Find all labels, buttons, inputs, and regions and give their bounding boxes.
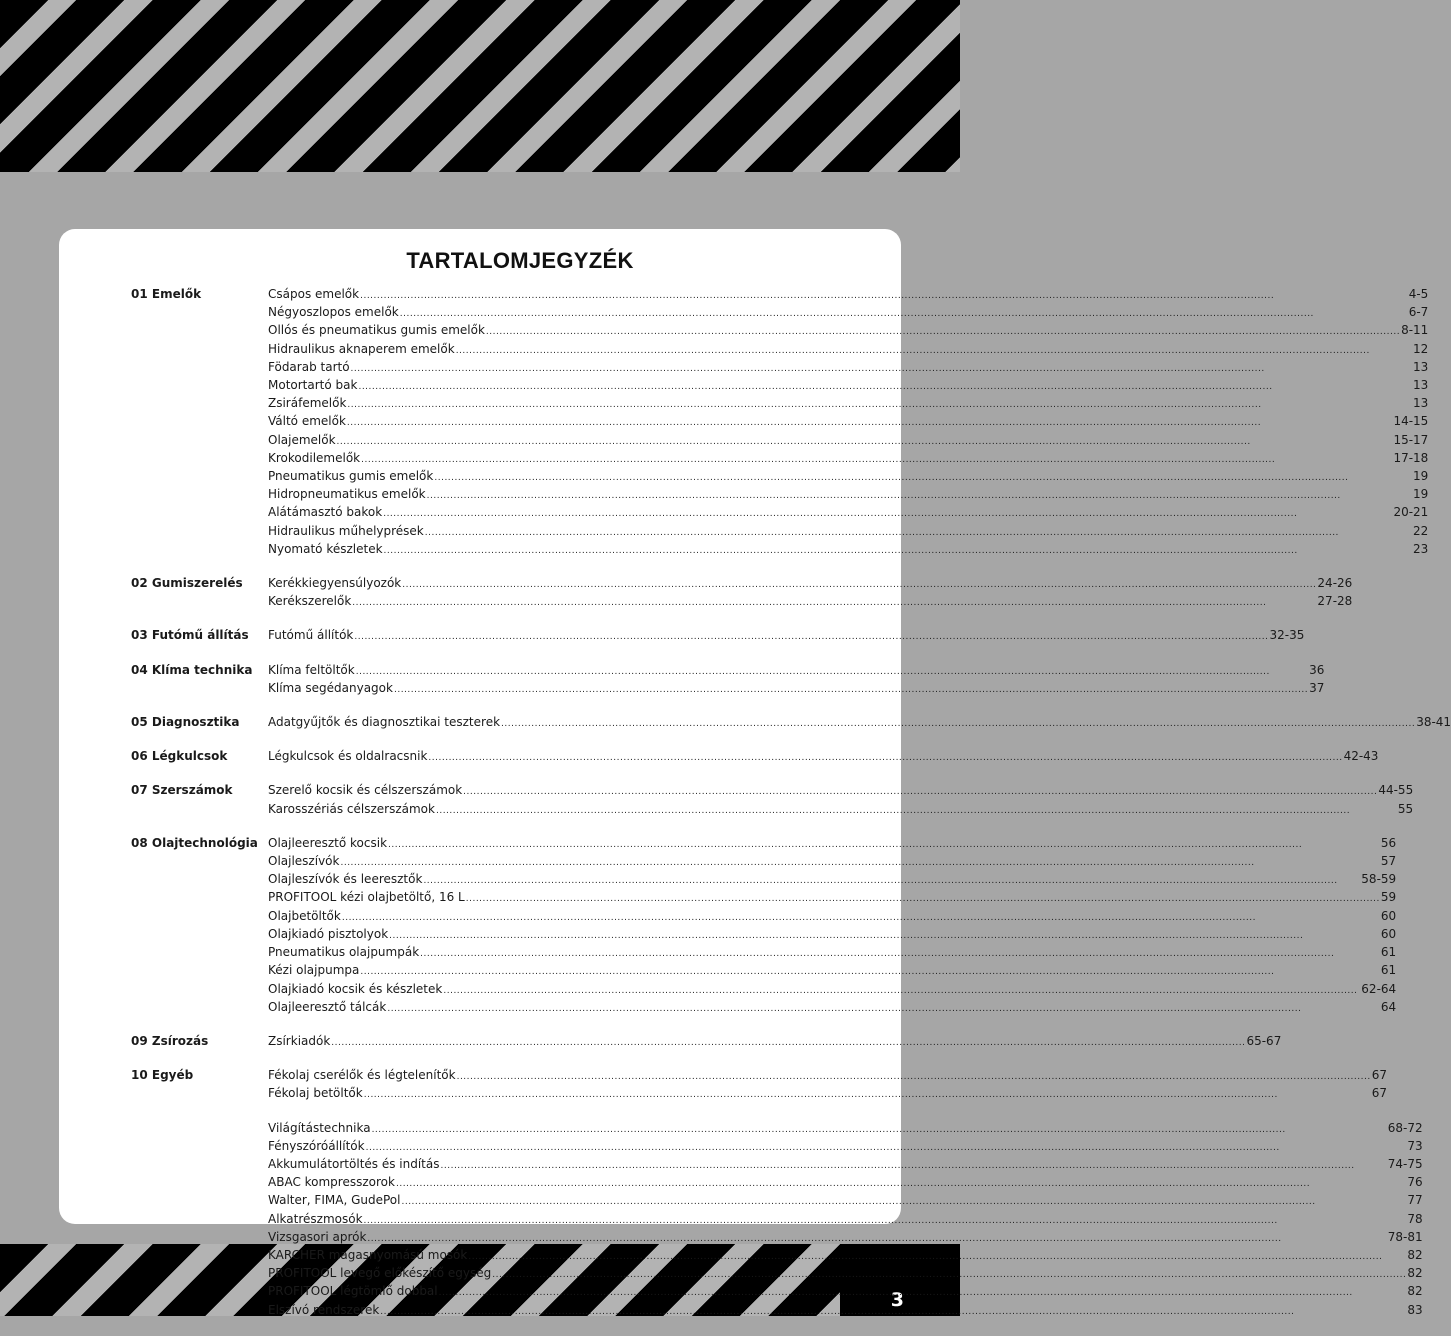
entry-page: 82 xyxy=(1407,1266,1423,1281)
toc-entry[interactable] xyxy=(268,432,1428,450)
entry-page: 65-67 xyxy=(1246,1033,1282,1048)
entry-label: Krokodilemelők xyxy=(268,450,361,465)
toc-entry[interactable] xyxy=(268,926,1396,944)
entry-label: Kerékkiegyensúlyozók xyxy=(268,576,402,591)
dot-leader xyxy=(436,803,1397,819)
toc-entry[interactable] xyxy=(268,999,1396,1017)
entry-label: Légkulcsok és oldalracsnik xyxy=(268,749,428,764)
entry-page: 13 xyxy=(1413,378,1429,393)
dot-leader xyxy=(361,452,1392,468)
entry-label: Olajbetöltők xyxy=(268,908,341,923)
entry-page: 55 xyxy=(1397,801,1414,816)
entry-page: 82 xyxy=(1407,1284,1423,1299)
entry-page: 57 xyxy=(1380,854,1397,869)
section-name: 02 Gumiszerelés xyxy=(131,576,243,591)
dot-leader xyxy=(383,506,1392,522)
dot-leader xyxy=(463,784,1377,800)
entry-page: 73 xyxy=(1407,1138,1423,1153)
entry-label: Pneumatikus gumis emelők xyxy=(268,469,434,484)
entry-label: Nyomató készletek xyxy=(268,541,383,556)
section-name: 01 Emelők xyxy=(131,287,202,301)
dot-leader xyxy=(468,1249,1406,1265)
dot-leader xyxy=(380,1304,1406,1320)
entry-label: Olajleszívók és leeresztők xyxy=(268,872,423,887)
toc-entry[interactable] xyxy=(268,962,1396,980)
entry-label: Négyoszlopos emelők xyxy=(268,305,399,320)
entry-page: 76 xyxy=(1407,1175,1423,1190)
toc-entry[interactable] xyxy=(268,1211,1423,1229)
entry-label: ABAC kompresszorok xyxy=(268,1175,395,1190)
entry-page: 74-75 xyxy=(1387,1156,1423,1171)
entry-label: Klíma feltöltők xyxy=(268,662,355,677)
entry-label: Olajemelők xyxy=(268,432,336,447)
toc-section xyxy=(131,782,1414,818)
dot-leader xyxy=(340,855,1379,871)
dot-leader xyxy=(427,488,1412,504)
toc-entry[interactable] xyxy=(268,908,1396,926)
entry-page: 60 xyxy=(1380,926,1397,941)
dot-leader xyxy=(394,682,1308,698)
dot-leader xyxy=(443,983,1360,999)
dot-leader xyxy=(456,343,1412,359)
toc-entry[interactable] xyxy=(268,680,1324,698)
dot-leader xyxy=(347,397,1412,413)
dot-leader xyxy=(354,629,1268,645)
entry-label: Födarab tartó xyxy=(268,359,350,374)
toc-entry[interactable] xyxy=(268,468,1428,486)
entry-label: Olajkiadó kocsik és készletek xyxy=(268,981,443,996)
entry-page: 23 xyxy=(1413,541,1429,556)
toc-entry[interactable] xyxy=(268,1265,1423,1283)
dot-leader xyxy=(501,716,1415,732)
entry-page: 8-11 xyxy=(1401,323,1429,338)
page-number: 3 xyxy=(840,1244,960,1316)
dot-leader xyxy=(364,1087,1371,1103)
toc-entry[interactable] xyxy=(268,1283,1423,1301)
dot-leader xyxy=(388,837,1380,853)
toc-section xyxy=(131,714,1451,732)
entry-label: Szerelő kocsik és célszerszámok xyxy=(268,783,463,798)
toc-entry[interactable] xyxy=(268,662,1324,680)
section-name: 05 Diagnosztika xyxy=(131,715,240,730)
entry-page: 59 xyxy=(1380,890,1397,905)
dot-leader xyxy=(400,306,1408,322)
toc-entry[interactable] xyxy=(268,835,1396,853)
entry-page: 82 xyxy=(1407,1247,1423,1262)
toc-entry[interactable] xyxy=(268,286,1428,304)
entry-page: 62-64 xyxy=(1361,981,1397,996)
toc-entry[interactable] xyxy=(268,341,1428,359)
dot-leader xyxy=(420,946,1380,962)
toc-card xyxy=(59,229,1451,1317)
dot-leader xyxy=(337,434,1393,450)
dot-leader xyxy=(352,595,1316,611)
section-name: 04 Klíma technika xyxy=(131,662,253,677)
dot-leader xyxy=(425,525,1412,541)
entry-label: Alkatrészmosók xyxy=(268,1211,363,1226)
entry-page: 61 xyxy=(1380,963,1397,978)
dot-leader xyxy=(351,361,1412,377)
page-title: TARTALOMJEGYZÉK xyxy=(406,248,634,273)
dot-leader xyxy=(466,891,1380,907)
entry-label: Kézi olajpumpa xyxy=(268,963,360,978)
entry-page: 32-35 xyxy=(1269,628,1305,643)
entry-label: Futómű állítók xyxy=(268,628,354,643)
entry-label: Adatgyűjtők és diagnosztikai teszterek xyxy=(268,715,501,730)
dot-leader xyxy=(401,1194,1406,1210)
entry-page: 64 xyxy=(1380,999,1397,1014)
entry-page: 24-26 xyxy=(1317,576,1353,591)
entry-label: Klíma segédanyagok xyxy=(268,680,393,695)
toc-section xyxy=(131,748,1379,766)
entry-list xyxy=(268,1120,1423,1320)
toc-entry[interactable] xyxy=(268,1247,1423,1265)
entry-page: 19 xyxy=(1413,469,1429,484)
entry-page: 83 xyxy=(1407,1302,1423,1317)
toc-entry[interactable] xyxy=(268,981,1396,999)
dot-leader xyxy=(441,1158,1387,1174)
entry-page: 38-41 xyxy=(1416,715,1451,730)
entry-page: 44-55 xyxy=(1378,783,1414,798)
entry-page: 78 xyxy=(1407,1211,1423,1226)
toc-entry[interactable] xyxy=(268,748,1378,766)
entry-page: 77 xyxy=(1407,1193,1423,1208)
entry-label: PROFITOOL kézi olajbetöltő, 16 L xyxy=(268,890,465,905)
toc-entry[interactable] xyxy=(268,801,1413,819)
entry-label: Olajleeresztő kocsik xyxy=(268,835,388,850)
entry-label: Fékolaj betöltők xyxy=(268,1086,363,1101)
entry-page: 36 xyxy=(1309,662,1325,677)
entry-list xyxy=(268,1033,1281,1051)
toc-entry[interactable] xyxy=(268,1085,1387,1103)
entry-label: Ollós és pneumatikus gumis emelők xyxy=(268,323,485,338)
toc-entry[interactable] xyxy=(268,1174,1423,1192)
entry-label: Fékolaj cserélők és légtelenítők xyxy=(268,1068,456,1083)
section-name: 09 Zsírozás xyxy=(131,1033,209,1048)
entry-page: 4-5 xyxy=(1408,287,1429,301)
entry-page: 20-21 xyxy=(1393,505,1429,520)
toc-entry[interactable] xyxy=(268,871,1396,889)
entry-list xyxy=(268,662,1324,698)
toc-entry[interactable] xyxy=(268,1192,1423,1210)
dot-leader xyxy=(396,1176,1406,1192)
entry-page: 15-17 xyxy=(1393,432,1429,447)
entry-page: 58-59 xyxy=(1361,872,1397,887)
entry-label: Csápos emelők xyxy=(268,287,360,301)
toc-section xyxy=(131,835,1397,1017)
entry-label: Elszívó rendszerek xyxy=(268,1302,380,1317)
entry-label: Olajleszívók xyxy=(268,854,340,869)
entry-page: 13 xyxy=(1413,396,1429,411)
entry-label: Hidraulikus aknaperem emelők xyxy=(268,341,455,356)
dot-leader xyxy=(364,1213,1407,1229)
top-stripe-band xyxy=(0,0,960,172)
entry-label: Akkumulátortöltés és indítás xyxy=(268,1156,440,1171)
entry-list xyxy=(268,575,1352,611)
toc-section xyxy=(131,1120,1423,1320)
entry-label: Walter, FIMA, GudePol xyxy=(268,1193,401,1208)
toc-section xyxy=(131,575,1353,611)
toc-entry[interactable] xyxy=(268,1033,1281,1051)
dot-leader xyxy=(389,928,1380,944)
toc-entry[interactable] xyxy=(268,359,1428,377)
toc-entry[interactable] xyxy=(268,450,1428,468)
section-name: 07 Szerszámok xyxy=(131,783,233,798)
entry-label: Alátámasztó bakok xyxy=(268,505,383,520)
entry-label: PROFITOOL levegő előkészítő egység xyxy=(268,1266,492,1281)
entry-page: 27-28 xyxy=(1317,594,1353,609)
toc-entry[interactable] xyxy=(268,593,1352,611)
entry-page: 61 xyxy=(1380,945,1397,960)
dot-leader xyxy=(434,470,1412,486)
dot-leader xyxy=(360,964,1380,980)
dot-leader xyxy=(356,664,1308,680)
entry-page: 19 xyxy=(1413,487,1429,502)
toc-section xyxy=(131,627,1305,645)
section-name xyxy=(131,1120,268,1320)
dot-leader xyxy=(384,543,1412,559)
toc-entry[interactable] xyxy=(268,395,1428,413)
entry-list xyxy=(268,714,1451,732)
entry-page: 67 xyxy=(1371,1086,1388,1101)
section-name: 06 Légkulcsok xyxy=(131,749,228,764)
entry-list xyxy=(268,286,1428,559)
toc-entry[interactable] xyxy=(268,1120,1423,1138)
entry-page: 13 xyxy=(1413,359,1429,374)
entry-list xyxy=(268,835,1396,1017)
dot-leader xyxy=(387,1001,1380,1017)
entry-list xyxy=(268,782,1413,818)
entry-list xyxy=(268,748,1378,766)
entry-label: Pneumatikus olajpumpák xyxy=(268,945,420,960)
entry-label: Váltó emelők xyxy=(268,414,346,429)
toc-section xyxy=(131,1033,1282,1051)
entry-page: 78-81 xyxy=(1387,1229,1423,1244)
entry-page: 14-15 xyxy=(1393,414,1429,429)
dot-leader xyxy=(360,288,1408,304)
toc-entry[interactable] xyxy=(268,853,1396,871)
toc-entry[interactable] xyxy=(268,1302,1423,1320)
entry-list xyxy=(268,627,1304,645)
dot-leader xyxy=(423,873,1360,889)
entry-label: Zsiráfemelők xyxy=(268,396,347,411)
dot-leader xyxy=(457,1069,1371,1085)
entry-page: 12 xyxy=(1413,341,1429,356)
dot-leader xyxy=(428,750,1342,766)
entry-label: Világítástechnika xyxy=(268,1120,371,1135)
section-name: 03 Futómű állítás xyxy=(131,628,249,643)
toc-entry[interactable] xyxy=(268,377,1428,395)
entry-label: Fényszóróállítók xyxy=(268,1138,365,1153)
toc-entry[interactable] xyxy=(268,944,1396,962)
dot-leader xyxy=(331,1035,1245,1051)
entry-page: 37 xyxy=(1309,680,1325,695)
toc-entry[interactable] xyxy=(268,714,1451,732)
entry-label: Hidropneumatikus emelők xyxy=(268,487,426,502)
entry-label: Vizsgasori aprók xyxy=(268,1229,367,1244)
entry-label: Zsírkiadók xyxy=(268,1033,331,1048)
entry-label: KARCHER magasnyomású mosók xyxy=(268,1247,468,1262)
entry-list xyxy=(268,1067,1387,1103)
dot-leader xyxy=(402,577,1316,593)
toc-entry[interactable] xyxy=(268,627,1304,645)
toc-entry[interactable] xyxy=(268,322,1428,340)
section-name: 10 Egyéb xyxy=(131,1068,194,1083)
toc-entry[interactable] xyxy=(268,782,1413,800)
dot-leader xyxy=(492,1267,1406,1283)
dot-leader xyxy=(366,1140,1407,1156)
entry-page: 42-43 xyxy=(1343,749,1379,764)
toc-entry[interactable] xyxy=(268,486,1428,504)
entry-page: 56 xyxy=(1380,835,1397,850)
entry-page: 67 xyxy=(1371,1068,1388,1083)
dot-leader xyxy=(439,1285,1407,1301)
table-of-contents xyxy=(131,286,1451,1336)
toc-entry[interactable] xyxy=(268,889,1396,907)
dot-leader xyxy=(372,1122,1387,1138)
dot-leader xyxy=(367,1231,1386,1247)
toc-section xyxy=(131,286,1429,559)
toc-entry[interactable] xyxy=(268,1138,1423,1156)
entry-page: 17-18 xyxy=(1393,450,1429,465)
toc-entry[interactable] xyxy=(268,541,1428,559)
entry-label: Olajleeresztő tálcák xyxy=(268,999,387,1014)
toc-entry[interactable] xyxy=(268,1229,1423,1247)
entry-label: Olajkiadó pisztolyok xyxy=(268,926,389,941)
toc-entry[interactable] xyxy=(268,1156,1423,1174)
entry-page: 68-72 xyxy=(1387,1120,1423,1135)
toc-entry[interactable] xyxy=(268,413,1428,431)
entry-page: 6-7 xyxy=(1408,305,1429,320)
toc-entry[interactable] xyxy=(268,575,1352,593)
entry-label: Kerékszerelők xyxy=(268,594,352,609)
entry-page: 22 xyxy=(1413,523,1429,538)
entry-label: Hidraulikus műhelyprések xyxy=(268,523,424,538)
entry-label: PROFITOOL légtömlő dobbal xyxy=(268,1284,438,1299)
dot-leader xyxy=(347,415,1393,431)
entry-label: Karosszériás célszerszámok xyxy=(268,801,435,816)
toc-section xyxy=(131,1067,1388,1103)
dot-leader xyxy=(358,379,1412,395)
toc-section xyxy=(131,662,1325,698)
dot-leader xyxy=(486,324,1400,340)
entry-page: 60 xyxy=(1380,908,1397,923)
toc-entry[interactable] xyxy=(268,523,1428,541)
entry-label: Motortartó bak xyxy=(268,378,358,393)
dot-leader xyxy=(342,910,1380,926)
toc-entry[interactable] xyxy=(268,1067,1387,1085)
section-name: 08 Olajtechnológia xyxy=(131,835,258,850)
toc-entry[interactable] xyxy=(268,304,1428,322)
toc-entry[interactable] xyxy=(268,504,1428,522)
